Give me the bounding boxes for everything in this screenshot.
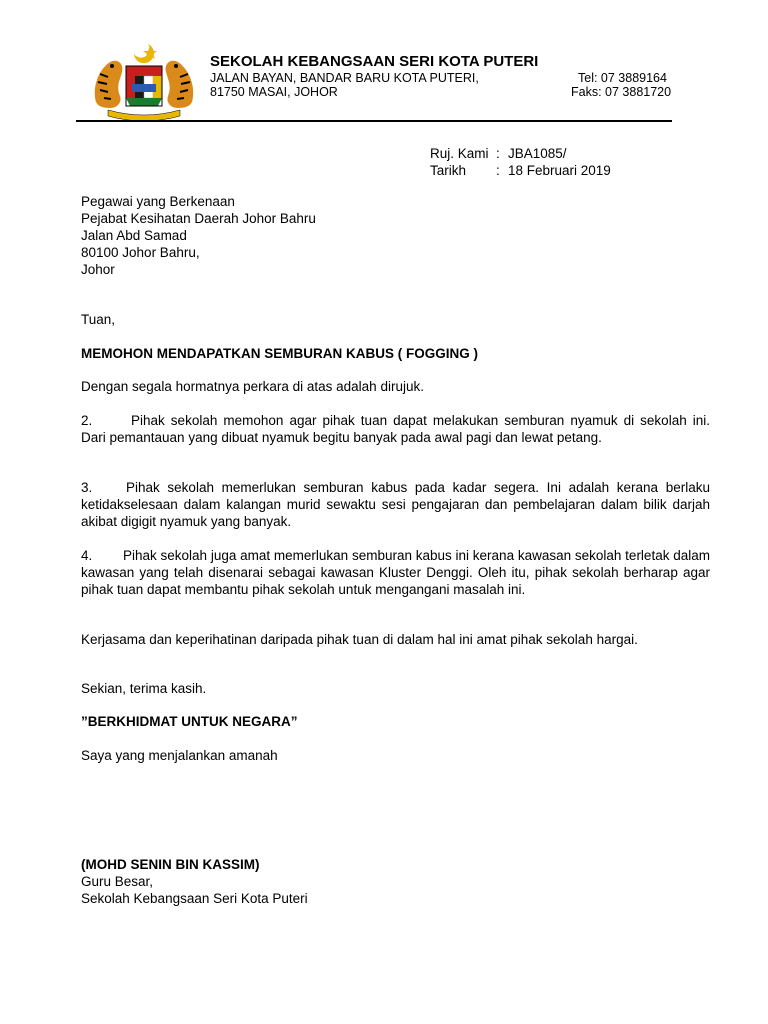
cooperation-paragraph: Kerjasama dan keperihatinan daripada pihak tuan di dalam hal ini amat pihak sekolah hargai. bbox=[81, 632, 638, 647]
date-separator: : bbox=[496, 163, 500, 178]
signatory-title: Guru Besar, bbox=[81, 874, 154, 889]
trust-line: Saya yang menjalankan amanah bbox=[81, 748, 278, 763]
school-address-line2: 81750 MASAI, JOHOR bbox=[210, 85, 338, 99]
paragraph-text: Pihak sekolah memerlukan semburan kabus pada kadar segera. Ini adalah kerana berlaku ketidakselesaan dalam kalangan murid sewaktu sesi pengajaran dan pembelajaran dalam bilik darjah akibat digigit nyamuk yang banyak. bbox=[81, 480, 710, 529]
paragraph-3 bbox=[81, 479, 710, 530]
malaysia-coat-of-arms-icon bbox=[88, 40, 200, 120]
paragraph-number: 2. bbox=[81, 413, 93, 428]
school-name: SEKOLAH KEBANGSAAN SERI KOTA PUTERI bbox=[210, 53, 539, 70]
header-divider bbox=[76, 120, 672, 122]
intro-line: Dengan segala hormatnya perkara di atas adalah dirujuk. bbox=[81, 379, 424, 394]
paragraph-2 bbox=[81, 412, 710, 446]
school-address-line1: JALAN BAYAN, BANDAR BARU KOTA PUTERI, bbox=[210, 71, 479, 85]
letter-subject: MEMOHON MENDAPATKAN SEMBURAN KABUS ( FOGGING ) bbox=[81, 346, 478, 361]
recipient-line: Jalan Abd Samad bbox=[81, 228, 187, 243]
recipient-line: Johor bbox=[81, 262, 115, 277]
school-fax: Faks: 07 3881720 bbox=[571, 85, 672, 99]
recipient-line: Pegawai yang Berkenaan bbox=[81, 194, 235, 209]
signatory-name: (MOHD SENIN BIN KASSIM) bbox=[81, 857, 260, 872]
paragraph-number: 4. bbox=[81, 548, 93, 563]
school-telephone: Tel: 07 3889164 bbox=[578, 71, 667, 85]
reference-value: JBA1085/ bbox=[508, 146, 567, 161]
paragraph-4 bbox=[81, 547, 710, 598]
recipient-line: 80100 Johor Bahru, bbox=[81, 245, 200, 260]
signatory-school: Sekolah Kebangsaan Seri Kota Puteri bbox=[81, 891, 308, 906]
closing-line: Sekian, terima kasih. bbox=[81, 681, 207, 696]
recipient-line: Pejabat Kesihatan Daerah Johor Bahru bbox=[81, 211, 316, 226]
paragraph-number: 3. bbox=[81, 480, 93, 495]
salutation: Tuan, bbox=[81, 312, 116, 327]
date-value: 18 Februari 2019 bbox=[508, 163, 611, 178]
reference-label: Ruj. Kami bbox=[430, 146, 489, 161]
paragraph-text: Pihak sekolah memohon agar pihak tuan dapat melakukan semburan nyamuk di sekolah ini. Dari pemantauan yang dibuat nyamuk begitu banyak pada awal pagi dan lewat petang. bbox=[81, 413, 710, 445]
paragraph-text: Pihak sekolah juga amat memerlukan semburan kabus ini kerana kawasan sekolah terletak dalam kawasan yang telah disenarai sebagai kawasan Kluster Denggi. Oleh itu, pihak sekolah berharap agar pihak tuan dapat membantu pihak sekolah untuk mengangani masalah ini. bbox=[81, 548, 710, 597]
date-label: Tarikh bbox=[430, 163, 467, 178]
reference-separator: : bbox=[496, 146, 500, 161]
motto: ”BERKHIDMAT UNTUK NEGARA” bbox=[81, 714, 298, 729]
